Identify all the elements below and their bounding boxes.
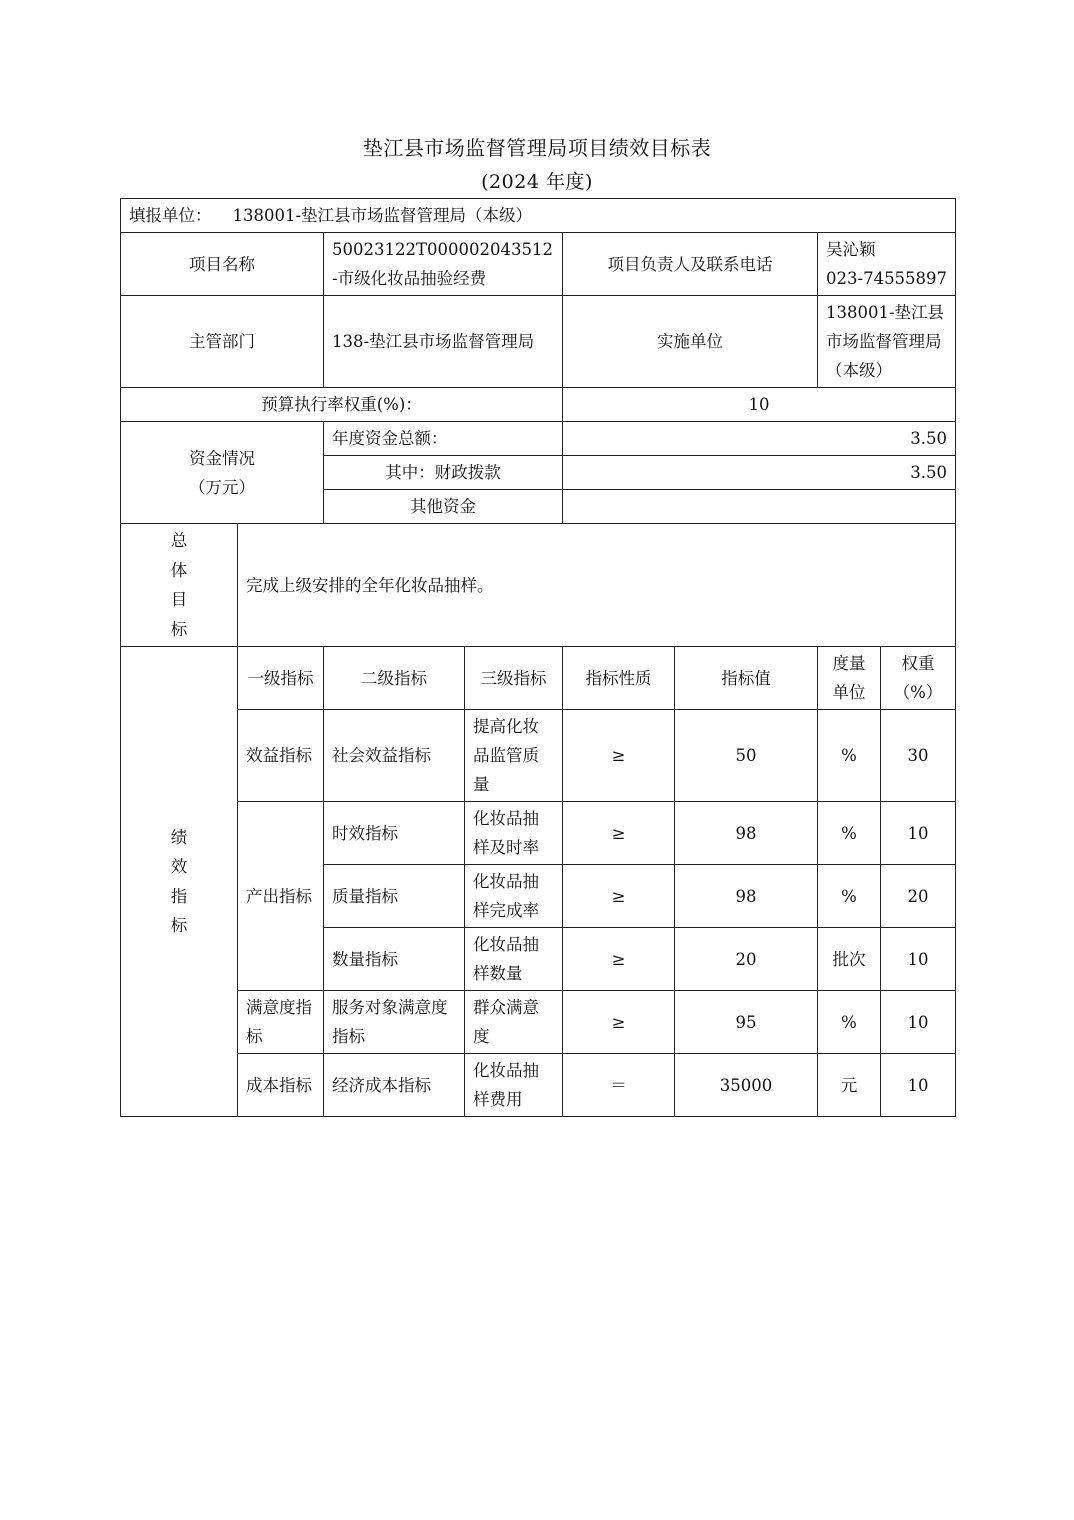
- level3-cell: 群众满意度: [465, 991, 563, 1054]
- project-name-value: 50023122T000002043512-市级化妆品抽验经费: [324, 233, 563, 296]
- table-row: [121, 802, 956, 865]
- nature-cell: ≥: [563, 991, 675, 1054]
- table-row: [121, 991, 956, 1054]
- level3-cell: 化妆品抽样完成率: [465, 865, 563, 928]
- header-nature: 指标性质: [563, 647, 675, 710]
- unit-cell: 元: [818, 1054, 881, 1117]
- funds-other-value: [563, 490, 956, 524]
- header-value: 指标值: [675, 647, 818, 710]
- nature-cell: ≥: [563, 928, 675, 991]
- weight-cell: 10: [881, 928, 956, 991]
- funds-label-cell: [121, 422, 324, 524]
- unit-cell: %: [818, 802, 881, 865]
- header-level3: 三级指标: [465, 647, 563, 710]
- funds-total-row: [121, 422, 956, 456]
- fill-unit-label: 填报单位：: [129, 206, 212, 225]
- perf-label-char: 标: [170, 916, 188, 935]
- weight-cell: 10: [881, 991, 956, 1054]
- unit-cell: %: [818, 991, 881, 1054]
- unit-cell: 批次: [818, 928, 881, 991]
- level2-cell: 数量指标: [324, 928, 465, 991]
- level3-cell: 化妆品抽样及时率: [465, 802, 563, 865]
- page-subtitle: (2024 年度): [481, 171, 593, 193]
- level2-cell: 经济成本指标: [324, 1054, 465, 1117]
- perf-label-char: 效: [170, 857, 188, 876]
- owner-cell: [818, 233, 956, 296]
- nature-cell: ≥: [563, 710, 675, 802]
- budget-weight-row: [121, 388, 956, 422]
- nature-cell: ≥: [563, 802, 675, 865]
- goal-text: 完成上级安排的全年化妆品抽样。: [238, 524, 956, 647]
- level2-cell: 社会效益指标: [324, 710, 465, 802]
- value-cell: 20: [675, 928, 818, 991]
- header-weight: 权重（%）: [881, 647, 956, 710]
- impl-value: 138001-垫江县市场监督管理局（本级）: [818, 296, 956, 388]
- project-name-row: [121, 233, 956, 296]
- dept-value: 138-垫江县市场监督管理局: [324, 296, 563, 388]
- perf-label-char: 指: [170, 886, 188, 906]
- level3-cell: 化妆品抽样费用: [465, 1054, 563, 1117]
- funds-unit: （万元）: [189, 477, 255, 497]
- goal-label-char: 总: [170, 531, 188, 550]
- funds-fiscal-label: 其中：财政拨款: [324, 456, 563, 490]
- budget-weight-label: 预算执行率权重(%)：: [121, 388, 563, 422]
- table-row: [121, 1054, 956, 1117]
- owner-label: 项目负责人及联系电话: [563, 233, 818, 296]
- goal-label: [121, 524, 238, 647]
- header-level1: 一级指标: [238, 647, 324, 710]
- level1-cell: 效益指标: [238, 710, 324, 802]
- unit-cell: %: [818, 865, 881, 928]
- indicator-header-row: [121, 647, 956, 710]
- goal-label-char: 体: [170, 560, 188, 580]
- level2-cell: 质量指标: [324, 865, 465, 928]
- project-name-label: 项目名称: [121, 233, 324, 296]
- weight-cell: 10: [881, 1054, 956, 1117]
- dept-row: [121, 296, 956, 388]
- dept-label: 主管部门: [121, 296, 324, 388]
- owner-name: 吴沁颖: [826, 240, 876, 259]
- level1-cell: 成本指标: [238, 1054, 324, 1117]
- funds-other-label: 其他资金: [324, 490, 563, 524]
- goal-row: [121, 524, 956, 647]
- value-cell: 98: [675, 865, 818, 928]
- nature-cell: ＝: [563, 1054, 675, 1117]
- fill-unit-value: 138001-垫江县市场监督管理局（本级）: [232, 206, 533, 225]
- goal-label-char: 标: [170, 619, 188, 639]
- funds-fiscal-value: 3.50: [563, 456, 956, 490]
- weight-cell: 30: [881, 710, 956, 802]
- level1-cell: 满意度指标: [238, 991, 324, 1054]
- funds-total-label: 年度资金总额：: [324, 422, 563, 456]
- level3-cell: 化妆品抽样数量: [465, 928, 563, 991]
- value-cell: 35000: [675, 1054, 818, 1117]
- perf-label-char: 绩: [170, 827, 188, 847]
- header-unit: 度量单位: [818, 647, 881, 710]
- page-title: 垫江县市场监督管理局项目绩效目标表: [362, 136, 712, 160]
- funds-total-value: 3.50: [563, 422, 956, 456]
- owner-phone: 023-74555897: [826, 269, 948, 288]
- fill-unit-cell: [121, 199, 956, 233]
- nature-cell: ≥: [563, 865, 675, 928]
- funds-label: 资金情况: [189, 448, 255, 468]
- impl-label: 实施单位: [563, 296, 818, 388]
- table-row: [121, 710, 956, 802]
- level3-cell: 提高化妆品监管质量: [465, 710, 563, 802]
- level2-cell: 服务对象满意度指标: [324, 991, 465, 1054]
- perf-label: [121, 647, 238, 1117]
- unit-cell: %: [818, 710, 881, 802]
- weight-cell: 10: [881, 802, 956, 865]
- level2-cell: 时效指标: [324, 802, 465, 865]
- value-cell: 98: [675, 802, 818, 865]
- fill-unit-row: [121, 199, 956, 233]
- budget-weight-value: 10: [563, 388, 956, 422]
- performance-table: [120, 198, 956, 1117]
- level1-cell: 产出指标: [238, 802, 324, 991]
- value-cell: 95: [675, 991, 818, 1054]
- header-level2: 二级指标: [324, 647, 465, 710]
- weight-cell: 20: [881, 865, 956, 928]
- value-cell: 50: [675, 710, 818, 802]
- goal-label-char: 目: [170, 590, 188, 609]
